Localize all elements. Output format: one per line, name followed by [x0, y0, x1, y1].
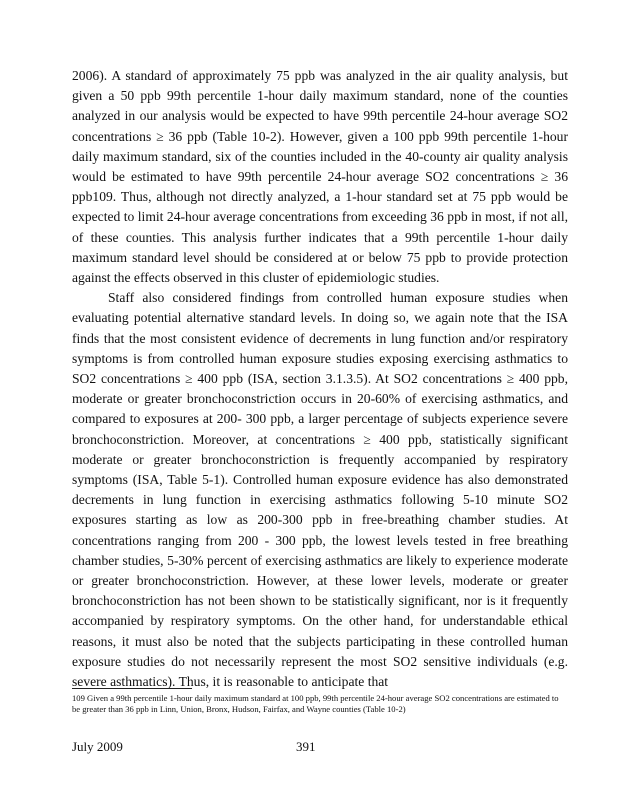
footnote-divider [72, 688, 192, 689]
paragraph-1: 2006). A standard of approximately 75 ppb was analyzed in the air quality analysis, but given a 50 ppb 99th percentile 1-hour daily maximum standard, none of the counties analyzed in our analysis would be expected to have 99th percentile 24-hour average SO2 concentrations ≥ 36 ppb (Table 10-2). However, given a 100 ppb 99th percentile 1-hour daily maximum standard, six of the counties included in the 40-county air quality analysis would be estimated to have 99th percentile 24-hour average SO2 concentrations ≥ 36 ppb109. Thus, although not directly analyzed, a 1-hour standard set at 75 ppb would be expected to limit 24-hour average concentrations from exceeding 36 ppb in most, if not all, of these counties. This analysis further indicates that a 99th percentile 1-hour daily maximum standard level should be considered at or below 75 ppb to provide protection against the effects observed in this cluster of epidemiologic studies. [72, 68, 568, 286]
footnote [72, 693, 562, 715]
footnote-text: Given a 99th percentile 1-hour daily maximum standard at 100 ppb, 99th percentile 24-hour average SO2 concentrations are estimated to be greater than 36 ppb in Linn, Union, Bronx, Hudson, Fairfax, and Wayne counties (Table 10-2) [72, 693, 559, 714]
footer-date: July 2009 [72, 739, 123, 754]
footnote-number: 109 [72, 693, 85, 703]
paragraph-2: Staff also considered findings from controlled human exposure studies when evaluating potential alternative standard levels. In doing so, we again note that the ISA finds that the most consistent evidence of decrements in lung function and/or respiratory symptoms is from controlled human exposure studies exposing exercising asthmatics to SO2 concentrations ≥ 400 ppb (ISA, section 3.1.3.5). At SO2 concentrations ≥ 400 ppb, moderate or greater bronchoconstriction occurs in 20-60% of exercising asthmatics, and compared to exposures at 200- 300 ppb, a larger percentage of subjects experience severe bronchoconstriction. Moreover, at concentrations ≥ 400 ppb, statistically significant moderate or greater bronchoconstriction is frequently accompanied by respiratory symptoms (ISA, Table 5-1). Controlled human exposure evidence has also demonstrated decrements in lung function in exercising asthmatics following 5-10 minute SO2 exposures starting as low as 200-300 ppb in free-breathing chamber studies. At concentrations ranging from 200 - 300 ppb, the lowest levels tested in free breathing chamber studies, 5-30% percent of exercising asthmatics are likely to experience moderate or greater bronchoconstriction. However, at these lower levels, moderate or greater bronchoconstriction has not been shown to be statistically significant, nor is it frequently accompanied by respiratory symptoms. On the other hand, for understandable ethical reasons, it must also be noted that the subjects participating in these controlled human exposure studies do not necessarily represent the most SO2 sensitive individuals (e.g. severe asthmatics). Thus, it is reasonable to anticipate that [72, 290, 568, 690]
page-number: 391 [296, 739, 316, 754]
body-text [72, 66, 568, 692]
